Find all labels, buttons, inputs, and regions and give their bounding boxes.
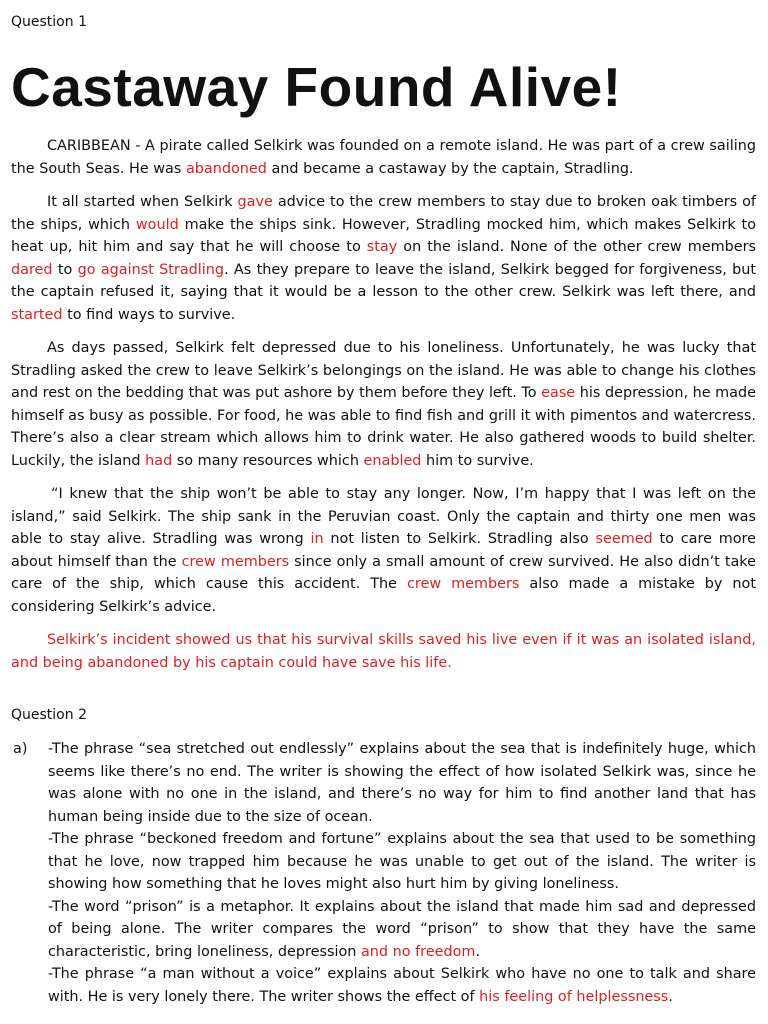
highlighted-text: and no freedom [360, 943, 476, 960]
text-run: . [475, 943, 481, 960]
text-run: . As they prepare to leave the island, Selkirk begged for forgiveness, but the captain refused it, saying that it would be a lesson to the other crew. Selkirk was left there, and [11, 261, 756, 300]
question-1-label: Question 1 [11, 14, 87, 30]
text-run: to [52, 261, 78, 278]
answer-point [48, 896, 756, 964]
article-paragraph [11, 135, 756, 180]
article-title: Castaway Found Alive! [11, 56, 622, 118]
text-run: so many resources which [172, 452, 364, 469]
text-run: not listen to Selkirk. Stradling also [323, 531, 596, 547]
highlighted-text: stay [366, 239, 398, 255]
text-run: advice to the crew members to stay due to broken oak timbers of the ships, which [11, 194, 756, 233]
text-run: It all started when Selkirk [47, 194, 238, 210]
text-run: to find ways to survive. [62, 306, 236, 323]
highlighted-text: dared [11, 261, 53, 278]
text-run: As days passed, Selkirk felt depressed due to his loneliness. Unfortunately, he was lucky that Stradling asked the crew to leave Selkirk’s belongings on the island. He was able to change his clothes and rest on the bedding that was put ashore by them before they left. To [11, 340, 756, 401]
highlighted-text: crew members [407, 576, 520, 592]
highlighted-text: go against Stradling [77, 261, 225, 278]
text-run: . [668, 988, 673, 1005]
article-paragraph [11, 337, 756, 472]
highlighted-text: abandoned [185, 160, 267, 177]
article-body [11, 135, 756, 674]
text-run: -The word “prison” is a metaphor. It explains about the island that made him sad and depressed of being alone. The writer compares the word “prison” to show that they have the same characteristic, bring loneliness, depression [48, 898, 756, 960]
text-run: -The phrase “a man without a voice” explains about Selkirk who have no one to talk and share with. He is very lonely there. The writer shows the effect of [48, 966, 756, 1005]
highlighted-text: enabled [363, 452, 422, 469]
article-paragraph [11, 483, 756, 618]
highlighted-text: would [135, 216, 179, 233]
text-run: -The phrase “beckoned freedom and fortune” explains about the sea that used to be something that he love, now trapped him because he was unable to get out of the island. The writer is showing how something that he loves might also hurt him by giving loneliness. [48, 831, 756, 892]
text-run: make the ships sink. However, Stradling mocked him, which makes Selkirk to heat up, hit him and say that he will choose to [11, 216, 756, 255]
highlighted-text: had [145, 452, 173, 469]
answer-a [11, 738, 756, 1008]
text-run: his depression, he made himself as busy as possible. For food, he was able to find fish and grill it with pimentos and watercress. There’s also a clear stream which allows him to drink water. He also gathered woods to build shelter. Luckily, the island [11, 385, 756, 469]
highlighted-text: gave [237, 194, 273, 210]
highlighted-text: his feeling of helplessness [479, 988, 669, 1005]
text-run: -The phrase “sea stretched out endlessly” explains about the sea that is indefinitely huge, which seems like there’s no end. The writer is showing the effect of how isolated Selkirk was, since he was alone with no one in the island, and there’s no way for him to find another land that has human being inside due to the size of ocean. [48, 741, 756, 825]
text-run: to care more about himself than the [11, 531, 757, 570]
answer-marker: a) [13, 741, 28, 757]
text-run: and became a castaway by the captain, Stradling. [266, 160, 634, 177]
article-conclusion [11, 629, 756, 674]
answer-point [48, 738, 756, 828]
highlighted-text: in [310, 531, 324, 547]
question-2-label: Question 2 [11, 707, 87, 723]
highlighted-text: crew members [181, 553, 290, 570]
text-run: on the island. None of the other crew members [397, 239, 756, 255]
article-paragraph [11, 191, 756, 326]
text-run: him to survive. [421, 452, 534, 469]
text-run: since only a small amount of crew survived. He also didn’t take care of the ship, which cause this accident. The [11, 553, 756, 592]
text-run: “I knew that the ship won’t be able to stay any longer. Now, I’m happy that I was left on the island,” said Selkirk. The ship sank in the Peruvian coast. Only the captain and thirty one men was able to stay alive. Stradling was wrong [11, 486, 756, 547]
highlighted-text: Selkirk’s incident showed us that his survival skills saved his live even if it was an isolated island, and being abandoned by his captain could have save his life. [11, 632, 756, 671]
text-run: also made a mistake by not considering Selkirk’s advice. [11, 576, 756, 615]
highlighted-text: ease [541, 385, 576, 401]
answer-point [48, 963, 756, 1008]
text-run: CARIBBEAN - A pirate called Selkirk was founded on a remote island. He was part of a crew sailing the South Seas. He was [11, 138, 756, 177]
answer-point [48, 828, 756, 896]
highlighted-text: started [11, 306, 63, 323]
highlighted-text: seemed [595, 531, 653, 547]
